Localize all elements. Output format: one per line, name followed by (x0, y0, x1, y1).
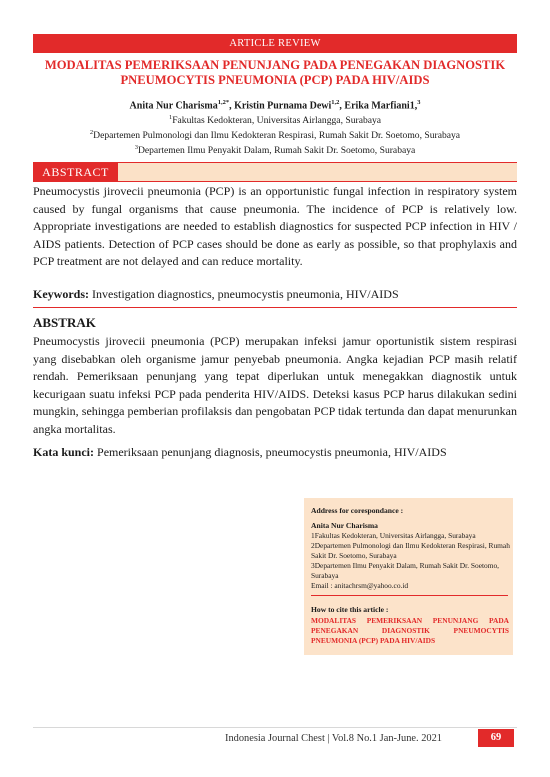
abstrak-heading: ABSTRAK (33, 315, 96, 330)
author-list: Anita Nur Charisma$^{1,2*}$, Kristin Purnama Dewi$^{1,2}$, Erika Marfiani1,$^3$ (129, 99, 421, 112)
cite-text: MODALITAS PEMERIKSAAN PENUNJANG PADA PENEGAKAN DIAGNOSTIK PNEUMOCYTIS PNEUMONIA (PCP) PADA HIV/AIDS (311, 616, 509, 645)
abstract-body: Pneumocystis jirovecii pneumonia (PCP) is an opportunistic fungal infection in respiratory system caused by fungal organisms that cause pneumonia. The incidence of PCP is relatively low. Appropriate investigations are needed to establish diagnostics for suspected PCP infection in HIV / AIDS patients. Detection of PCP cases should be done as early as possible, so that prophylaxis and PCP treatment are not delayed and can reduce mortality. (33, 184, 517, 269)
author-3-affil: 3 (417, 99, 421, 106)
correspondence-content (311, 506, 510, 591)
author-3: Erika Marfiani1, (344, 100, 418, 112)
correspondence-heading: Address for corespondance : (311, 506, 404, 515)
kata-kunci-label: Kata kunci: (33, 445, 95, 459)
abstract-header-bar (33, 162, 517, 182)
journal-footer: Indonesia Journal Chest | Vol.8 No.1 Jan-June. 2021 (225, 733, 442, 744)
affiliation-1: $^1$Fakultas Kedokteran, Universitas Airlangga, Surabaya (168, 114, 382, 127)
author-2: Kristin Purnama Dewi (234, 100, 332, 112)
correspondence-box (304, 498, 513, 655)
page-number: 69 (478, 729, 514, 747)
kata-kunci-text: Pemeriksaan penunjang diagnosis, pneumocystis pneumonia, HIV/AIDS (97, 445, 447, 459)
correspondence-affil-2: 2Departemen Pulmonologi dan Ilmu Kedokteran Respirasi, Rumah Sakit Dr. Soetomo, Surabaya (311, 541, 510, 560)
author-1: Anita Nur Charisma (129, 100, 218, 112)
keywords-text: Investigation diagnostics, pneumocystis pneumonia, HIV/AIDS (92, 287, 399, 301)
author-1-affil: 1,2* (217, 99, 230, 106)
correspondence-name: Anita Nur Charisma (311, 521, 378, 530)
section-divider (33, 307, 517, 308)
abstrak-body: Pneumocystis jirovecii pneumonia (PCP) merupakan infeksi jamur oportunistik sistem respirasi yang disebabkan oleh organisme jamur penyebab pneumonia. Angka kejadian PCP masih relatif rendah. Pemeriksaan penunjang yang tepat diperlukan untuk menegakkan diagnostik untuk kecurigaan suatu infeksi PCP pada penderita HIV/AIDS. Deteksi kasus PCP harus dilakukan sedini mungkin, sehingga pemberian profilaksis dan pengobatan PCP tidak tertunda dan dapat menurunkan angka mortalitas. (33, 334, 517, 436)
title-line-2: PNEUMOCYTIS PNEUMONIA (PCP) PADA HIV/AIDS (120, 73, 430, 87)
title-line-1: MODALITAS PEMERIKSAAN PENUNJANG PADA PENEGAKAN DIAGNOSTIK (44, 58, 506, 72)
affiliation-3: $^3$Departemen Ilmu Penyakit Dalam, Rumah Sakit Dr. Soetomo, Surabaya (134, 144, 416, 157)
cite-heading: How to cite this article : (311, 605, 389, 614)
correspondence-affil-1: 1Fakultas Kedokteran, Universitas Airlangga, Surabaya (311, 531, 476, 540)
abstract-heading: ABSTRACT (33, 163, 118, 181)
correspondence-email: Email : anitachrsm@yahoo.co.id (311, 581, 409, 590)
article-title (33, 58, 517, 88)
footer-divider (33, 727, 517, 728)
box-divider (311, 595, 508, 596)
author-2-affil: 1,2 (331, 99, 340, 106)
keywords (33, 287, 517, 302)
keywords-label: Keywords: (33, 287, 89, 301)
kata-kunci (33, 445, 517, 460)
affiliation-2: $^2$Departemen Pulmonologi dan Ilmu Kedokteran Respirasi, Rumah Sakit Dr. Soetomo, Surabaya (89, 129, 461, 142)
correspondence-affil-3: 3Departemen Ilmu Penyakit Dalam, Rumah Sakit Dr. Soetomo, Surabaya (311, 561, 500, 580)
article-type-banner: ARTICLE REVIEW (33, 34, 517, 53)
